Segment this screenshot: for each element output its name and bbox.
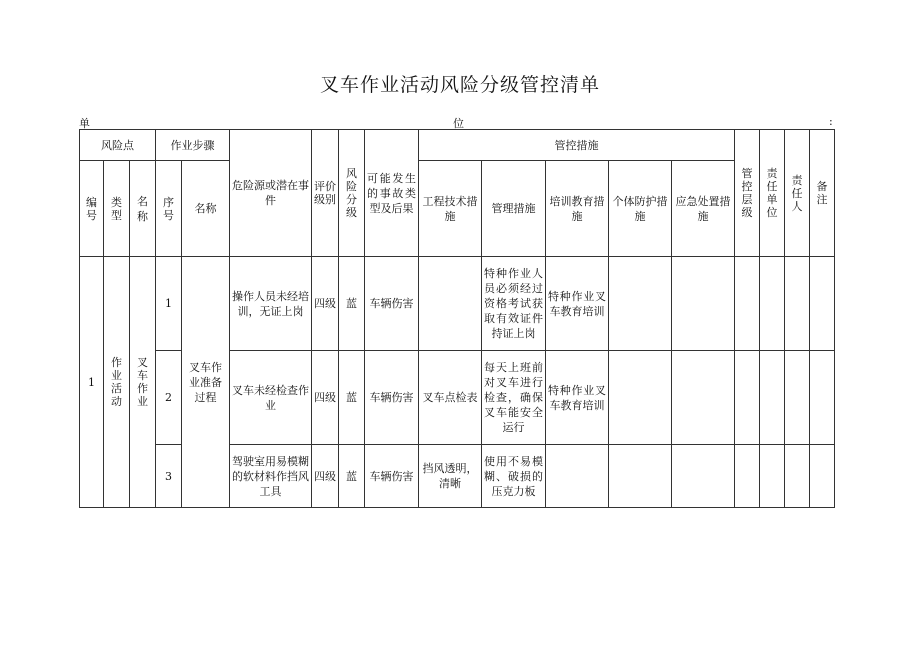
header-risk-point: 风险点 — [80, 130, 156, 161]
row-training: 特种作业叉车教育培训 — [546, 351, 609, 445]
risk-point-no: 1 — [80, 257, 104, 508]
row-responsible-person — [785, 445, 810, 508]
row-responsible-unit — [760, 257, 785, 351]
row-remarks — [810, 445, 835, 508]
header-name: 名称 — [130, 161, 156, 257]
row-responsible-person — [785, 257, 810, 351]
row-evaluation: 四级 — [312, 351, 339, 445]
row-risk-level: 蓝 — [339, 445, 365, 508]
row-training — [546, 445, 609, 508]
page-title: 叉车作业活动风险分级管控清单 — [319, 74, 600, 96]
header-training: 培训教育措施 — [546, 161, 609, 257]
header-control-measures: 管控措施 — [419, 130, 735, 161]
row-management: 特种作业人员必须经过资格考试获取有效证件持证上岗 — [482, 257, 546, 351]
header-management: 管理措施 — [482, 161, 546, 257]
row-remarks — [810, 257, 835, 351]
step-name: 叉车作业准备过程 — [182, 257, 230, 508]
unit-label-mid: 位 — [453, 117, 464, 130]
header-no: 编号 — [80, 161, 104, 257]
row-seq: 2 — [156, 351, 182, 445]
row-hazard: 操作人员未经培训，无证上岗 — [230, 257, 312, 351]
row-responsible-unit — [760, 445, 785, 508]
row-ppe — [609, 257, 672, 351]
header-ppe: 个体防护措施 — [609, 161, 672, 257]
row-control-layer — [735, 351, 760, 445]
header-responsible-unit: 责任单位 — [760, 130, 785, 257]
row-seq: 1 — [156, 257, 182, 351]
row-seq: 3 — [156, 445, 182, 508]
header-seq: 序号 — [156, 161, 182, 257]
header-responsible-person: 责任人 — [785, 130, 810, 257]
row-responsible-unit — [760, 351, 785, 445]
row-training: 特种作业叉车教育培训 — [546, 257, 609, 351]
unit-label-left: 单 — [79, 117, 90, 130]
row-control-layer — [735, 257, 760, 351]
row-remarks — [810, 351, 835, 445]
row-ppe — [609, 445, 672, 508]
row-consequence: 车辆伤害 — [365, 445, 419, 508]
row-emergency — [672, 445, 735, 508]
row-evaluation: 四级 — [312, 445, 339, 508]
row-consequence: 车辆伤害 — [365, 257, 419, 351]
row-engineering: 叉车点检表 — [419, 351, 482, 445]
row-control-layer — [735, 445, 760, 508]
row-emergency — [672, 257, 735, 351]
header-consequence: 可能发生的事故类型及后果 — [365, 130, 419, 257]
row-ppe — [609, 351, 672, 445]
header-remarks: 备注 — [810, 130, 835, 257]
unit-label-right: : — [829, 115, 833, 128]
risk-point-name: 叉车作业 — [130, 257, 156, 508]
header-hazard: 危险源或潜在事件 — [230, 130, 312, 257]
header-control-layer: 管控层级 — [735, 130, 760, 257]
header-engineering: 工程技术措施 — [419, 161, 482, 257]
row-risk-level: 蓝 — [339, 257, 365, 351]
row-hazard: 叉车未经检查作业 — [230, 351, 312, 445]
row-hazard: 驾驶室用易模糊的软材料作挡风工具 — [230, 445, 312, 508]
header-emergency: 应急处置措施 — [672, 161, 735, 257]
header-risk-level: 风险分级 — [339, 130, 365, 257]
row-responsible-person — [785, 351, 810, 445]
risk-control-table — [79, 129, 835, 508]
unit-line — [79, 115, 834, 129]
header-work-steps: 作业步骤 — [156, 130, 230, 161]
row-management: 使用不易模糊、破损的压克力板 — [482, 445, 546, 508]
row-engineering: 挡风透明，清晰 — [419, 445, 482, 508]
row-risk-level: 蓝 — [339, 351, 365, 445]
row-management: 每天上班前对叉车进行检查，确保叉车能安全运行 — [482, 351, 546, 445]
row-consequence: 车辆伤害 — [365, 351, 419, 445]
risk-point-type: 作业活动 — [104, 257, 130, 508]
header-evaluation-level: 评价级别 — [312, 130, 339, 257]
header-type: 类型 — [104, 161, 130, 257]
row-engineering — [419, 257, 482, 351]
row-evaluation: 四级 — [312, 257, 339, 351]
header-step-name: 名称 — [182, 161, 230, 257]
row-emergency — [672, 351, 735, 445]
